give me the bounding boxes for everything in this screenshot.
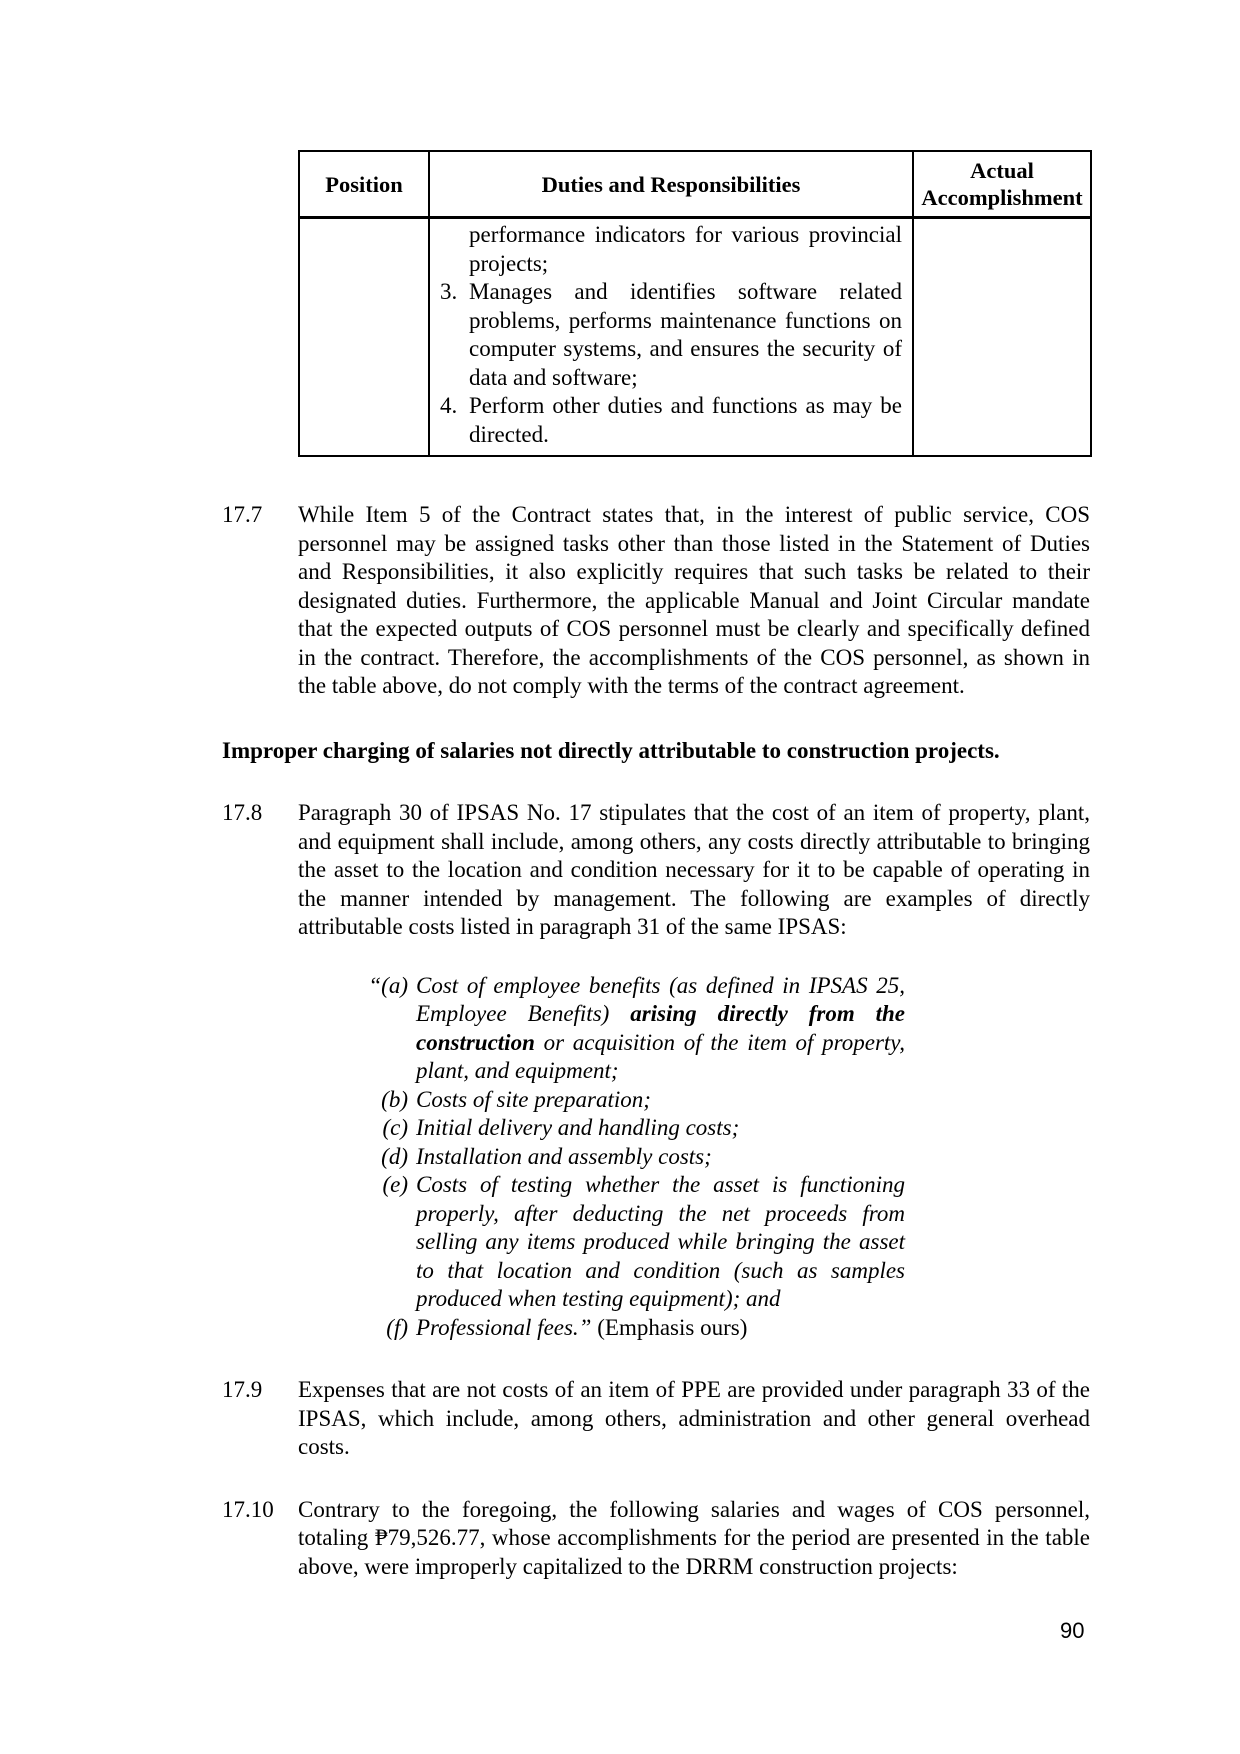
duty-item <box>440 278 902 392</box>
duty-continuation-text: performance indicators for various provincial projects; <box>469 222 902 276</box>
table-row <box>299 218 1091 457</box>
text-segment: or acquisition of the item of property, plant, and equipment; <box>416 1029 905 1083</box>
cell-actual-accomplishment <box>913 218 1091 457</box>
quote-item-text <box>416 1314 905 1343</box>
quote-item <box>356 1143 905 1172</box>
quote-item-label: (d) <box>381 1143 408 1169</box>
duty-item-number: 3. <box>440 279 458 304</box>
quote-item-label: (c) <box>382 1115 408 1140</box>
text-segment: Costs of testing whether the asset is functioning properly, after deducting the net proceeds from selling any items produced while bringing the asset to that location and condition (such as samples produced when testing equipment); and <box>416 1172 905 1311</box>
page-content <box>222 150 1090 1581</box>
duties-table <box>298 150 1092 457</box>
text-segment: Costs of site preparation; <box>416 1086 651 1112</box>
quote-item <box>356 1114 905 1143</box>
page-number: 90 <box>1060 1618 1085 1643</box>
ipsas-quote-list <box>356 972 905 1343</box>
duty-item <box>440 392 902 449</box>
paragraph-number: 17.9 <box>222 1377 263 1402</box>
quote-item <box>356 1171 905 1314</box>
paragraph-number: 17.7 <box>222 502 263 527</box>
paragraph-text: Paragraph 30 of IPSAS No. 17 stipulates that the cost of an item of property, plant, and equipment shall include, among others, any costs directly attributable to bringing the asset to the location and condition necessary for it to be capable of operating in the manner intended by management. The following are examples of directly attributable costs listed in paragraph 31 of the same IPSAS: <box>298 800 1090 939</box>
quote-item-label: “(a) <box>368 972 408 998</box>
quote-item-label: (e) <box>382 1172 408 1197</box>
duty-item-number: 4. <box>440 393 458 418</box>
table-header-row <box>299 151 1091 218</box>
text-segment: arising directly from the construction <box>416 1001 905 1055</box>
text-segment: Installation and assembly costs; <box>416 1143 712 1169</box>
paragraph-text: Contrary to the foregoing, the following salaries and wages of COS personnel, totaling ₱79,526.77, whose accomplishments for the period are presented in the table above, were improperly capitalized to the DRRM construction projects: <box>298 1496 1090 1579</box>
section-heading: Improper charging of salaries not directly attributable to construction projects. <box>222 737 1000 763</box>
paragraph-text: Expenses that are not costs of an item of PPE are provided under paragraph 33 of the IPSAS, which include, among others, administration and other general overhead costs. <box>298 1377 1090 1459</box>
paragraph-17-8 <box>222 799 1090 942</box>
paragraph-number: 17.8 <box>222 800 263 825</box>
duty-item-text: Perform other duties and functions as may be directed. <box>469 393 902 447</box>
quote-item <box>356 1314 905 1343</box>
quote-item <box>356 1086 905 1115</box>
text-segment: Initial delivery and handling costs; <box>416 1115 740 1140</box>
paragraph-17-10 <box>222 1496 1090 1582</box>
quote-item-text <box>416 1086 905 1115</box>
duty-item-list <box>440 278 902 449</box>
cell-position <box>299 218 429 457</box>
quote-item-text <box>416 1171 905 1314</box>
quote-item-text <box>416 1143 905 1172</box>
paragraph-text: While Item 5 of the Contract states that, in the interest of public service, COS personnel may be assigned tasks other than those listed in the Statement of Duties and Responsibilities, it also explicitly requires that such tasks be related to their designated duties. Furthermore, the applicable Manual and Joint Circular mandate that the expected outputs of COS personnel must be clearly and specifically defined in the contract. Therefore, the accomplishments of the COS personnel, as shown in the table above, do not comply with the terms of the contract agreement. <box>298 502 1090 698</box>
quote-item-label: (b) <box>381 1086 408 1112</box>
text-segment: Cost of employee benefits (as defined in IPSAS 25, Employee Benefits) <box>416 972 905 1026</box>
cell-duties <box>429 218 913 457</box>
paragraph-17-7 <box>222 501 1090 701</box>
text-segment: (Emphasis ours) <box>591 1314 748 1340</box>
table-header-position: Position <box>299 151 429 218</box>
table-header-duties: Duties and Responsibilities <box>429 151 913 218</box>
paragraph-17-9 <box>222 1376 1090 1462</box>
quote-item-text <box>416 972 905 1086</box>
text-segment: Professional fees.” <box>416 1314 592 1340</box>
quote-item-label: (f) <box>386 1314 408 1340</box>
duty-item-text: Manages and identifies software related problems, performs maintenance functions on computer systems, and ensures the security of data and software; <box>469 279 902 390</box>
paragraph-number: 17.10 <box>222 1496 274 1522</box>
quote-item-text <box>416 1114 905 1143</box>
quote-item <box>356 972 905 1086</box>
table-header-actual-accomplishment: Actual Accomplishment <box>913 151 1091 218</box>
